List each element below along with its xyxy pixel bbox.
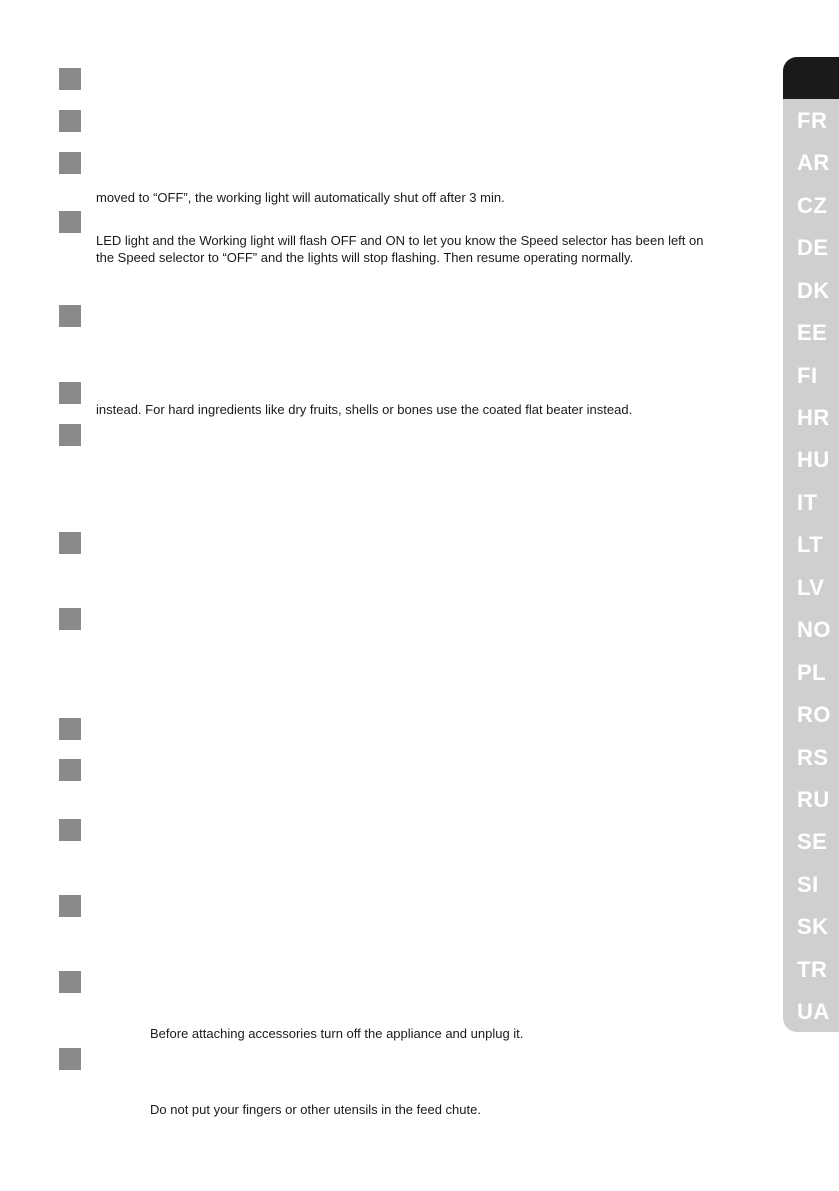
- step-marker: [59, 211, 81, 233]
- warning-text: Before attaching accessories turn off the appliance and unplug it.: [150, 1026, 524, 1041]
- language-hr: HR: [797, 405, 830, 430]
- step-marker: [59, 382, 81, 404]
- text-line: the Speed selector to “OFF” and the lights will stop flashing. Then resume operating normally.: [96, 250, 634, 265]
- language-si: SI: [797, 872, 819, 897]
- step-marker: [59, 759, 81, 781]
- language-ee: EE: [797, 320, 828, 345]
- language-lt: LT: [797, 532, 824, 557]
- language-sk: SK: [797, 914, 829, 939]
- step-marker: [59, 424, 81, 446]
- language-de: DE: [797, 235, 829, 260]
- language-fr: FR: [797, 108, 828, 133]
- step-marker: [59, 718, 81, 740]
- warning-text: Do not put your fingers or other utensils in the feed chute.: [150, 1102, 481, 1117]
- language-pl: PL: [797, 660, 827, 685]
- language-it: IT: [797, 490, 818, 515]
- language-se: SE: [797, 829, 828, 854]
- active-language-marker: [783, 57, 839, 99]
- step-marker: [59, 819, 81, 841]
- text-line: instead. For hard ingredients like dry fruits, shells or bones use the coated flat beater instead.: [96, 402, 633, 417]
- language-hu: HU: [797, 447, 830, 472]
- text-line: moved to “OFF”, the working light will automatically shut off after 3 min.: [96, 190, 505, 205]
- language-rs: RS: [797, 745, 829, 770]
- language-tr: TR: [797, 957, 828, 982]
- step-marker: [59, 532, 81, 554]
- language-ua: UA: [797, 999, 830, 1024]
- language-tab: [783, 57, 839, 1032]
- language-cz: CZ: [797, 193, 828, 218]
- language-ro: RO: [797, 702, 831, 727]
- language-fi: FI: [797, 363, 818, 388]
- step-marker: [59, 152, 81, 174]
- language-ru: RU: [797, 787, 830, 812]
- language-no: NO: [797, 617, 831, 642]
- step-marker: [59, 305, 81, 327]
- language-lv: LV: [797, 575, 825, 600]
- step-marker: [59, 110, 81, 132]
- step-marker: [59, 895, 81, 917]
- step-marker: [59, 971, 81, 993]
- language-ar: AR: [797, 150, 830, 175]
- text-line: LED light and the Working light will flash OFF and ON to let you know the Speed selector has been left on: [96, 233, 704, 248]
- step-marker: [59, 608, 81, 630]
- step-marker: [59, 68, 81, 90]
- step-marker: [59, 1048, 81, 1070]
- language-dk: DK: [797, 278, 830, 303]
